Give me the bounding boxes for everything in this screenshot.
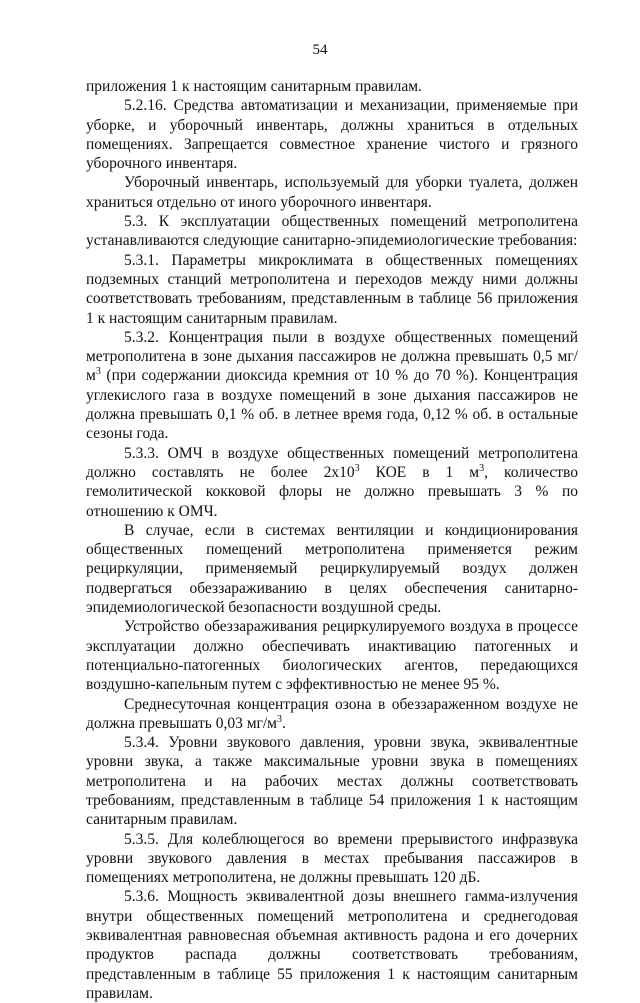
paragraph-recirculation: В случае, если в системах вентиляции и кондиционирования общественных помещений метрополитена применяется режим рециркуляции, применяемый рециркулируемый воздух должен подвергаться обеззараживанию в целях обеспечения санитарно-эпидемиологической безопасности воздушной среды. [86, 521, 578, 617]
page-number: 54 [312, 42, 328, 58]
paragraph-5-3-4: 5.3.4. Уровни звукового давления, уровни звука, эквивалентные уровни звука, а также максимальные уровни звука в помещениях метрополитена и на рабочих местах должны соответствовать требованиям, представленным в таблице 54 приложения 1 к настоящим санитарным правилам. [86, 734, 578, 829]
paragraph-5-3-3-part-3: , количество гемолитической кокковой флоры не должно превышать 3 % по отношению к ОМЧ. [86, 463, 578, 520]
superscript-cubic: 3 [277, 713, 282, 725]
paragraph-ozone-part-1: Среднесуточная концентрация озона в обеззараженном воздухе не должна превышать 0,03 мг/м [86, 695, 578, 732]
paragraph-5-3-2-part-1: 5.3.2. Концентрация пыли в воздухе общественных помещений метрополитена в зоне дыхания пассажиров не должна превышать 0,5 мг/м [86, 328, 578, 385]
paragraph-5-3-2 [86, 328, 578, 444]
paragraph-ozone [86, 695, 578, 734]
paragraph-5-3-3-part-2: КОЕ в 1 м [359, 463, 480, 481]
superscript-cubic: 3 [479, 462, 485, 474]
paragraph-disinfection-device: Устройство обеззараживания рециркулируемого воздуха в процессе эксплуатации должно обеспечивать инактивацию патогенных и потенциально-патогенных биологических агентов, передающихся воздушно-капельным путем с эффективностью не менее 95 %. [86, 618, 578, 694]
paragraph-5-3-6: 5.3.6. Мощность эквивалентной дозы внешнего гамма-излучения внутри общественных помещений метрополитена и среднегодовая эквивалентная равновесная объемная активность радона и его дочерних продуктов распада должны соответствовать требованиям, представленным в таблице 55 приложения 1 к настоящим санитарным правилам. [86, 888, 578, 1002]
paragraph-continuation: приложения 1 к настоящим санитарным правилам. [86, 78, 422, 95]
paragraph-5-3: 5.3. К эксплуатации общественных помещений метрополитена устанавливаются следующие санитарно-эпидемиологические требования: [86, 213, 578, 250]
paragraph-5-3-3 [86, 444, 578, 521]
document-body [86, 77, 578, 1003]
superscript-exponent: 3 [354, 462, 360, 474]
paragraph-5-3-2-part-2: (при содержании диоксида кремния от 10 % до 70 %). Концентрация углекислого газа в воздухе помещений в зоне дыхания пассажиров не должна превышать 0,1 % об. в летнее время года, 0,12 % об. в остальные сезоны года. [86, 367, 579, 443]
paragraph-5-3-3-part-1: 5.3.3. ОМЧ в воздухе общественных помещений метрополитена должно составлять не более 2х10 [86, 444, 578, 481]
paragraph-5-3-1: 5.3.1. Параметры микроклимата в общественных помещениях подземных станций метрополитена и переходов между ними должны соответствовать требованиям, представленным в таблице 56 приложения 1 к настоящим санитарным правилам. [86, 251, 578, 327]
paragraph-5-3-5: 5.3.5. Для колеблющегося во времени прерывистого инфразвука уровни звукового давления в местах пребывания пассажиров в помещениях метрополитена, не должны превышать 120 дБ. [86, 830, 578, 887]
paragraph-5-2-16: 5.2.16. Средства автоматизации и механизации, применяемые при уборке, и уборочный инвентарь, должны храниться в отдельных помещениях. Запрещается совместное хранение чистого и грязного уборочного инвентаря. [86, 97, 578, 173]
paragraph-toilet-inventory: Уборочный инвентарь, используемый для уборки туалета, должен храниться отдельно от иного уборочного инвентаря. [86, 174, 578, 211]
superscript-cubic: 3 [95, 366, 101, 378]
paragraph-ozone-part-2: . [282, 714, 286, 732]
